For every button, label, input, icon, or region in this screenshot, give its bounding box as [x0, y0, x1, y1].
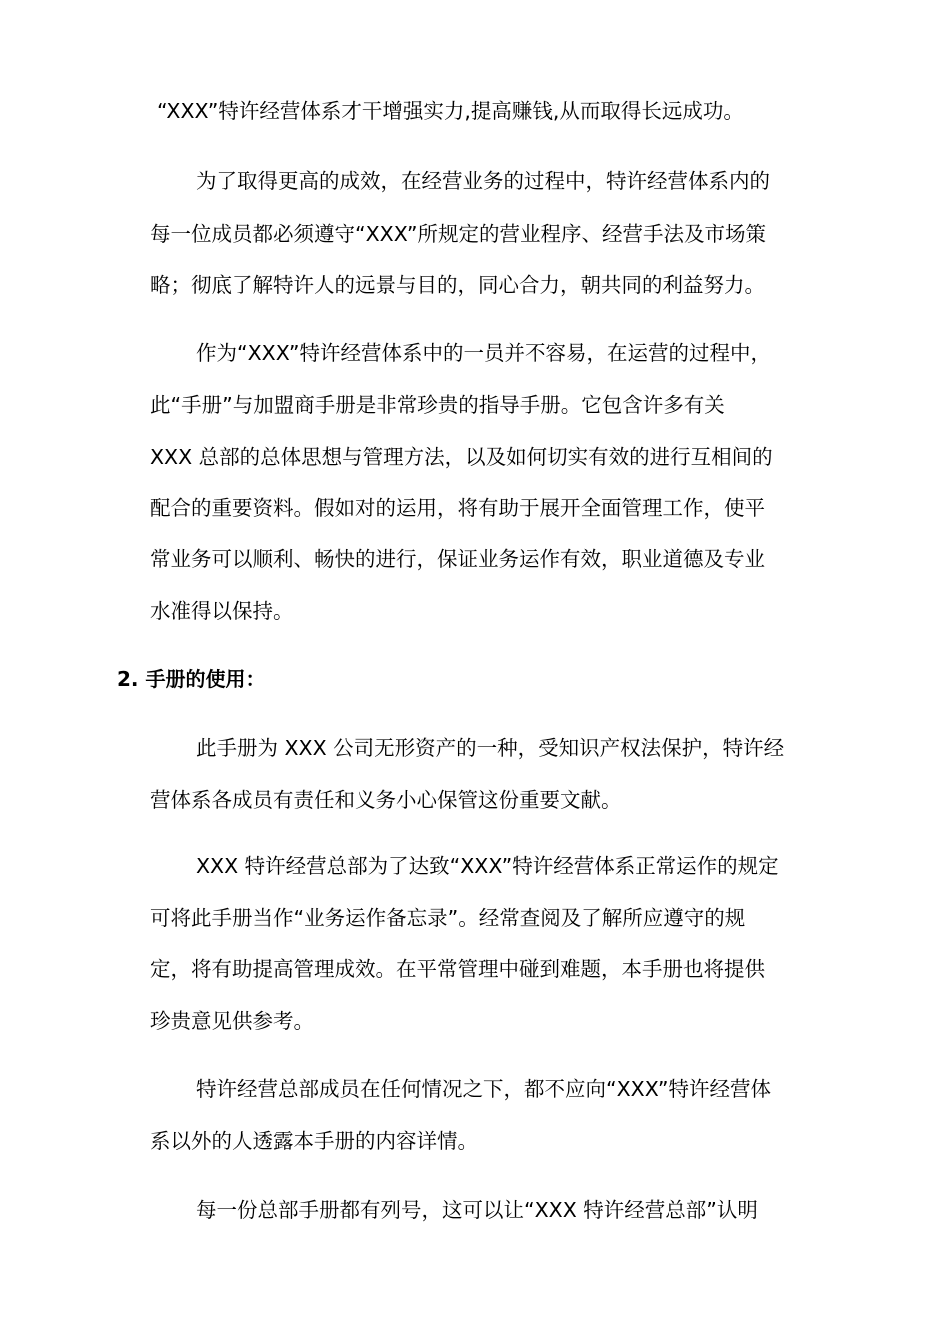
text-line: XXX 总部的总体思想与管理方法，以及如何切实有效的进行互相间的: [150, 445, 773, 469]
text-line: XXX 特许经营总部为了达致“XXX”特许经营体系正常运作的规定: [196, 854, 779, 878]
text-line: 配合的重要资料。假如对的运用，将有助于展开全面管理工作，使平: [150, 496, 765, 520]
text-line: 每一份总部手册都有列号，这可以让“XXX 特许经营总部”认明: [196, 1198, 758, 1222]
text-line: 营体系各成员有责任和义务小心保管这份重要文献。: [150, 788, 622, 812]
text-line: 定，将有助提高管理成效。在平常管理中碰到难题，本手册也将提供: [150, 957, 765, 981]
text-line: 系以外的人透露本手册的内容详情。: [150, 1129, 478, 1153]
text-line: 此手册为 XXX 公司无形资产的一种，受知识产权法保护，特许经: [196, 736, 785, 760]
section-heading: 2. 手册的使用：: [117, 667, 266, 691]
text-line: 特许经营总部成员在任何情况之下，都不应向“XXX”特许经营体: [196, 1077, 772, 1101]
text-line: 作为“XXX”特许经营体系中的一员并不容易，在运营的过程中，: [196, 341, 772, 365]
text-line: 每一位成员都必须遵守“XXX”所规定的营业程序、经营手法及市场策: [150, 222, 767, 246]
text-line: 此“手册”与加盟商手册是非常珍贵的指导手册。它包含许多有关: [150, 393, 725, 417]
text-line: 为了取得更高的成效，在经营业务的过程中，特许经营体系内的: [196, 169, 770, 193]
text-line: “XXX”特许经营体系才干增强实力,提高赚钱,从而取得长远成功。: [157, 99, 744, 123]
text-line: 珍贵意见供参考。: [150, 1009, 314, 1033]
text-line: 略；彻底了解特许人的远景与目的，同心合力，朝共同的利益努力。: [150, 273, 765, 297]
text-line: 水准得以保持。: [150, 599, 294, 623]
text-line: 可将此手册当作“业务运作备忘录”。经常查阅及了解所应遵守的规: [150, 906, 746, 930]
text-line: 常业务可以顺利、畅快的进行，保证业务运作有效，职业道德及专业: [150, 547, 765, 571]
